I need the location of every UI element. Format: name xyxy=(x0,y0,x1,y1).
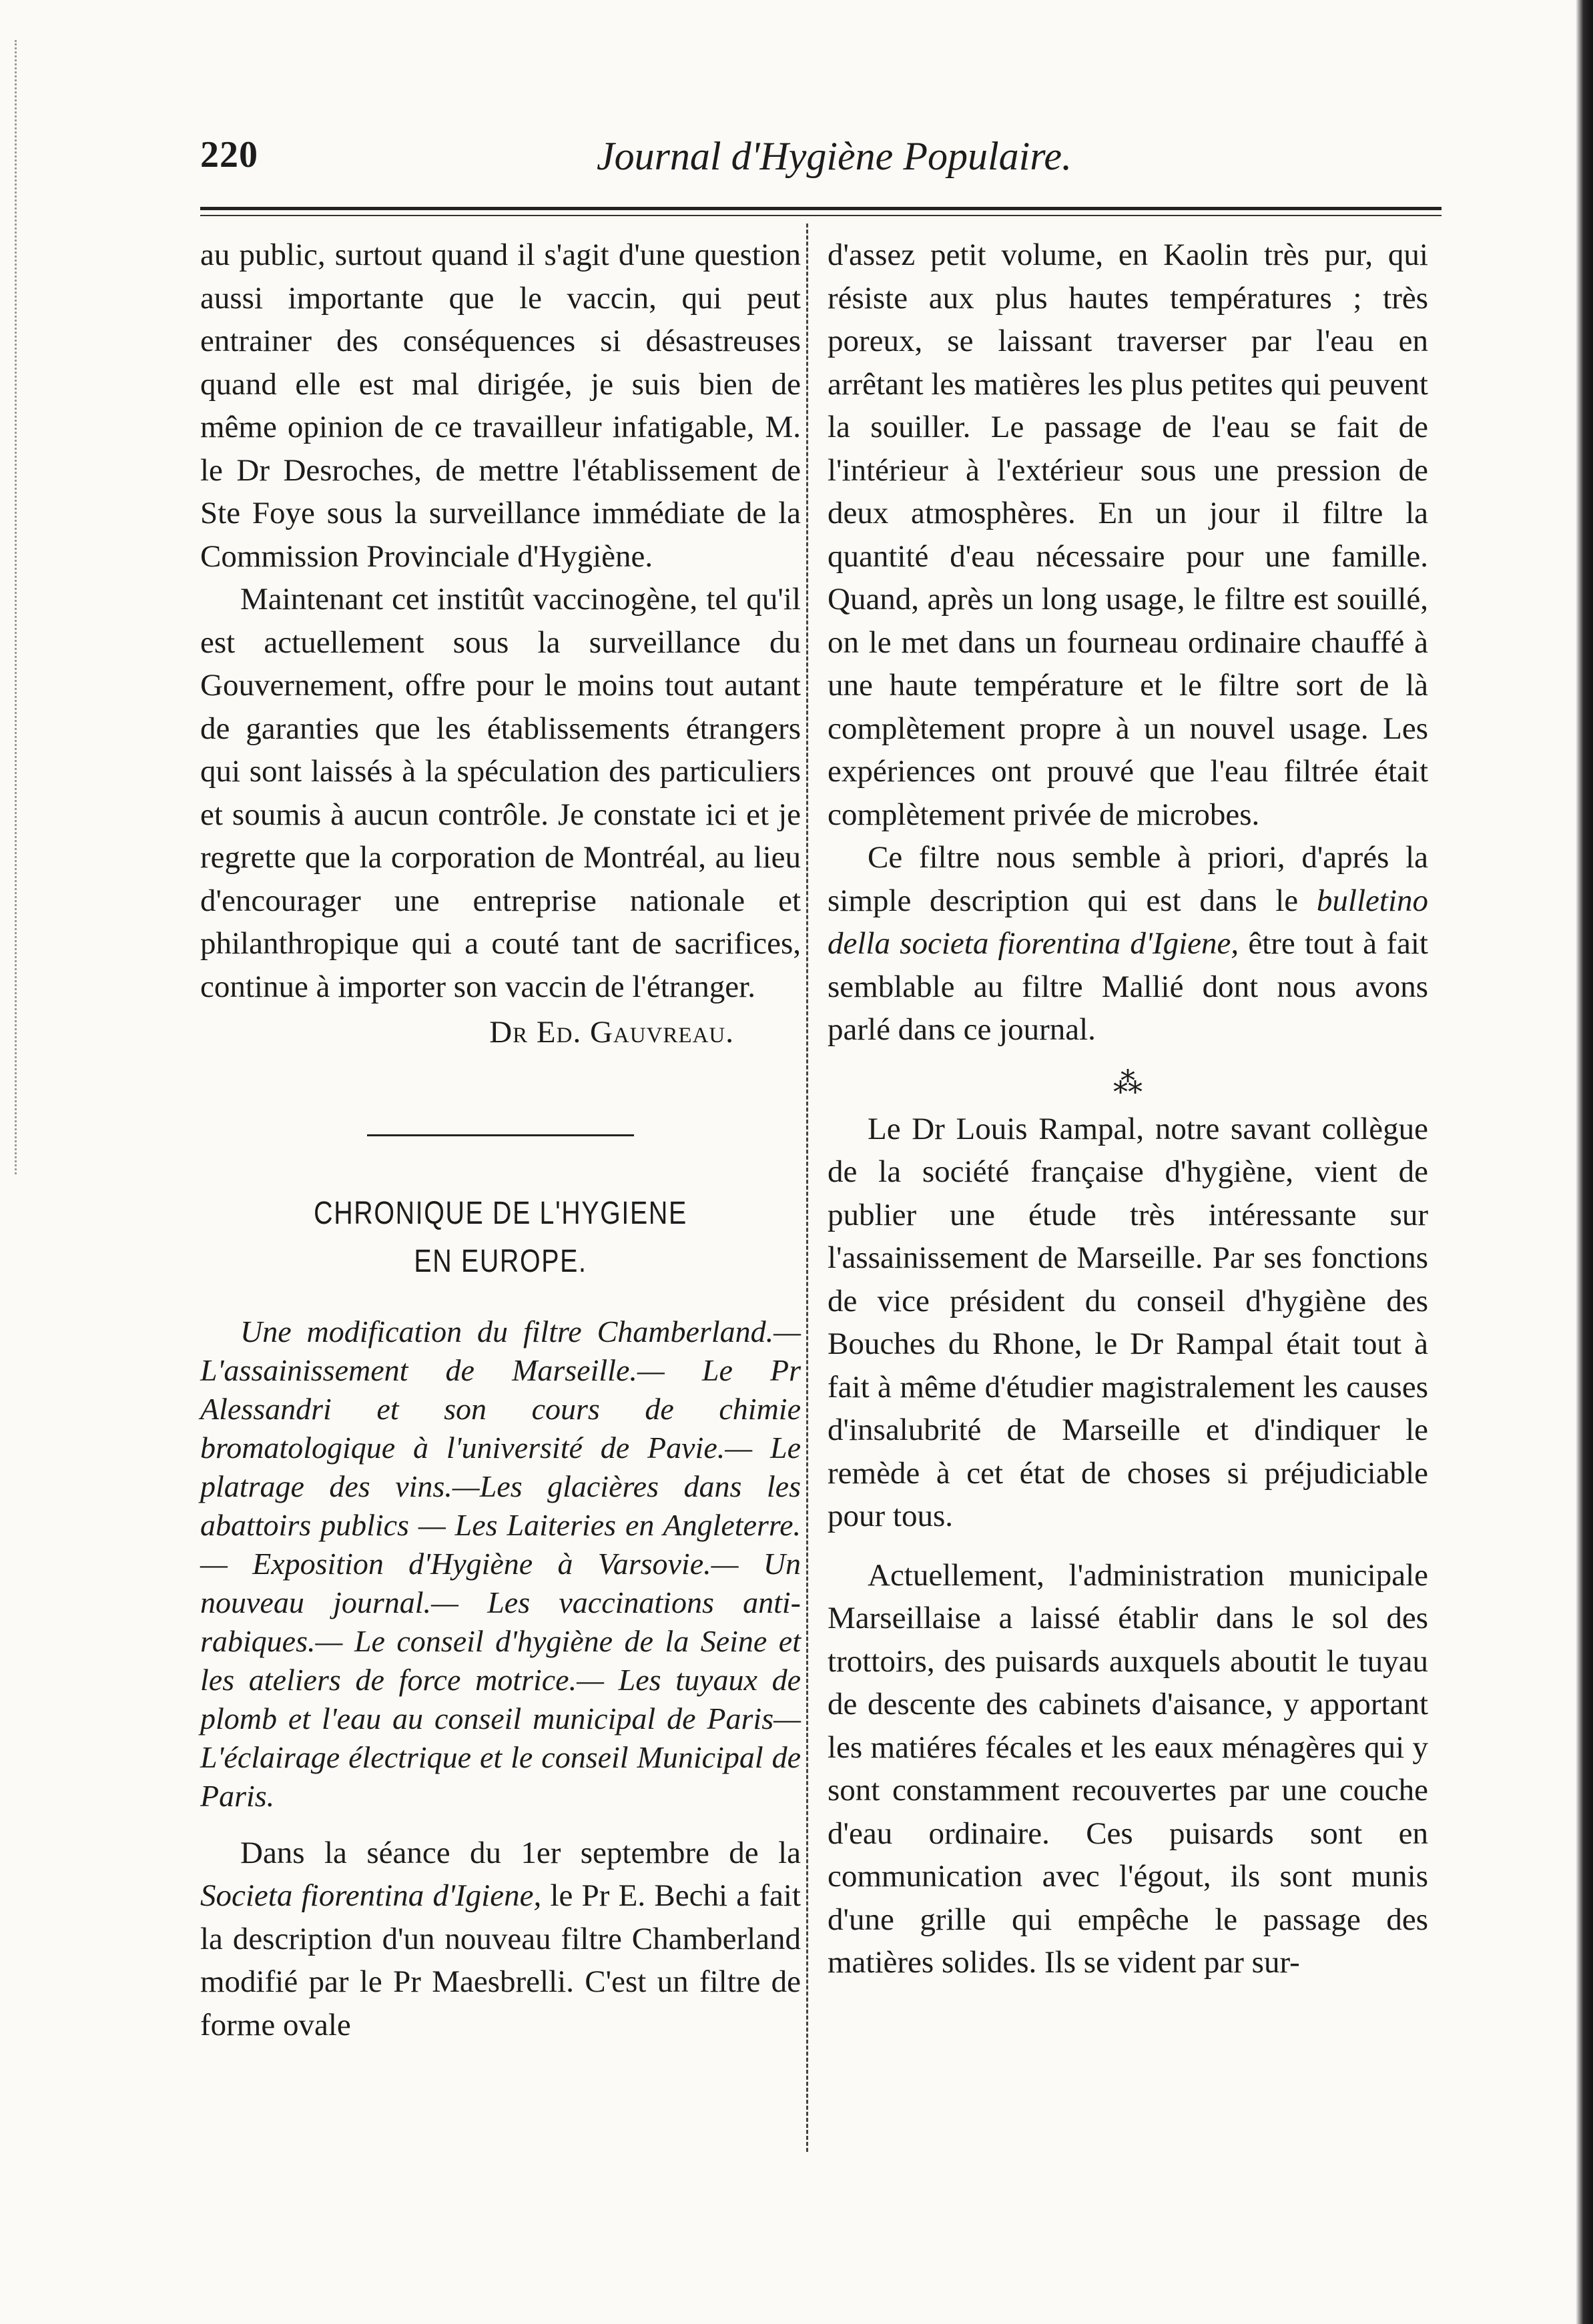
paragraph: Maintenant cet institût vaccinogène, tel qu'il est actuellement sous la surveillance du Gouvernement, offre pour le moins tout autant de garanties que les établissements étrangers qui sont laissés à la spéculation des particuliers et soumis à aucun contrôle. Je constate ici et je regrette que la corporation de Montréal, au lieu d'encourager une entreprise nationale et philanthropique qui a couté tant de sacrifices, continue à importer son vaccin de l'étranger. xyxy=(200,582,801,1004)
paragraph: d'assez petit volume, en Kaolin très pur, qui résiste aux plus hautes températures ; très poreux, se laissant traverser par l'eau en arrêtant les matières les plus petites qui peuvent la souiller. Le passage de l'eau se fait de l'intérieur à l'extérieur sous une pression de deux atmosphères. En un jour il filtre la quantité d'eau nécessaire pour une famille. Quand, après un long usage, le filtre est souillé, on le met dans un fourneau ordinaire chauffé à une haute température et le filtre sort de là complètement propre à un nouvel usage. Les expériences ont prouvé que l'eau filtrée était complètement privée de microbes. xyxy=(828,238,1428,832)
left-column xyxy=(200,234,801,2046)
italic-title: Societa fiorentina d'Igiene, xyxy=(200,1878,542,1913)
section-title-line: EN EUROPE. xyxy=(414,1243,587,1279)
text-run: Dans la séance du 1er septembre de la xyxy=(240,1835,801,1870)
binding-shadow xyxy=(1576,0,1593,2324)
section-separator xyxy=(367,1134,634,1136)
author-signature: Dr Ed. Gauvreau. xyxy=(489,1015,734,1050)
page-edge-marks xyxy=(15,40,19,1174)
paragraph: Actuellement, l'administration municipale Marseillaise a laissé établir dans le sol des trottoirs, des puisards auxquels aboutit le tuyau de descente des cabinets d'aisance, y apportant les matiéres fécales et les eaux ménagères qui y sont constamment recouvertes par une couche d'eau ordinaire. Ces puisards sont en communication avec l'égout, ils sont munis d'une grille qui empêche le passage des matières solides. Ils se vident par sur- xyxy=(828,1557,1428,1980)
header-rule-thin xyxy=(200,215,1442,216)
page-header xyxy=(200,133,1442,193)
right-column xyxy=(828,234,1428,1984)
section-title-line: CHRONIQUE DE L'HYGIENE xyxy=(314,1195,687,1231)
page-number: 220 xyxy=(200,134,258,175)
header-rule xyxy=(200,207,1442,210)
text-run: le Pr E. Bechi a fait la description d'un nouveau filtre Chamberland modifié par le Pr Maesbrelli. C'est un filtre de forme ovale xyxy=(200,1878,801,2042)
paragraph: Le Dr Louis Rampal, notre savant collègue de la société française d'hygiène, vient de publier une étude très intéressante sur l'assainissement de Marseille. Par ses fonctions de vice président du conseil d'hygiène des Bouches du Rhone, le Dr Rampal était tout à fait à même d'étudier magistralement les causes d'insalubrité de Marseille et d'indiquer le remède à cet état de choses si préjudiciable pour tous. xyxy=(828,1111,1428,1533)
column-divider xyxy=(806,224,808,2152)
asterism-separator: ⁂ xyxy=(1113,1066,1143,1100)
paragraph xyxy=(200,1832,801,2047)
text-run: Ce filtre nous semble à priori, d'aprés la simple description qui est dans le xyxy=(828,840,1428,918)
italic-title: bulletino della societa fiorentina d'Igiene, xyxy=(828,883,1428,961)
paragraph xyxy=(828,836,1428,1052)
section-title xyxy=(254,1190,747,1286)
text-run: être tout à fait semblable au filtre Mallié dont nous avons parlé dans ce journal. xyxy=(828,926,1428,1047)
section-summary: Une modification du filtre Chamberland.— L'assainissement de Marseille.— Le Pr Alessandri et son cours de chimie bromatologique à l'université de Pavie.— Le platrage des vins.—Les glacières dans les abattoirs publics — Les Laiteries en Angleterre.— Exposition d'Hygiène à Varsovie.— Un nouveau journal.— Les vaccinations anti-rabiques.— Le conseil d'hygiène de la Seine et les ateliers de force motrice.— Les tuyaux de plomb et l'eau au conseil municipal de Paris— L'éclairage électrique et le conseil Municipal de Paris. xyxy=(200,1314,801,1813)
running-title: Journal d'Hygiène Populaire. xyxy=(596,134,1072,178)
paragraph: au public, surtout quand il s'agit d'une question aussi importante que le vaccin, qui peut entrainer des conséquences si désastreuses quand elle est mal dirigée, je suis bien de même opinion de ce travailleur infatigable, M. le Dr Desroches, de mettre l'établissement de Ste Foye sous la surveillance immédiate de la Commission Provinciale d'Hygiène. xyxy=(200,238,801,574)
